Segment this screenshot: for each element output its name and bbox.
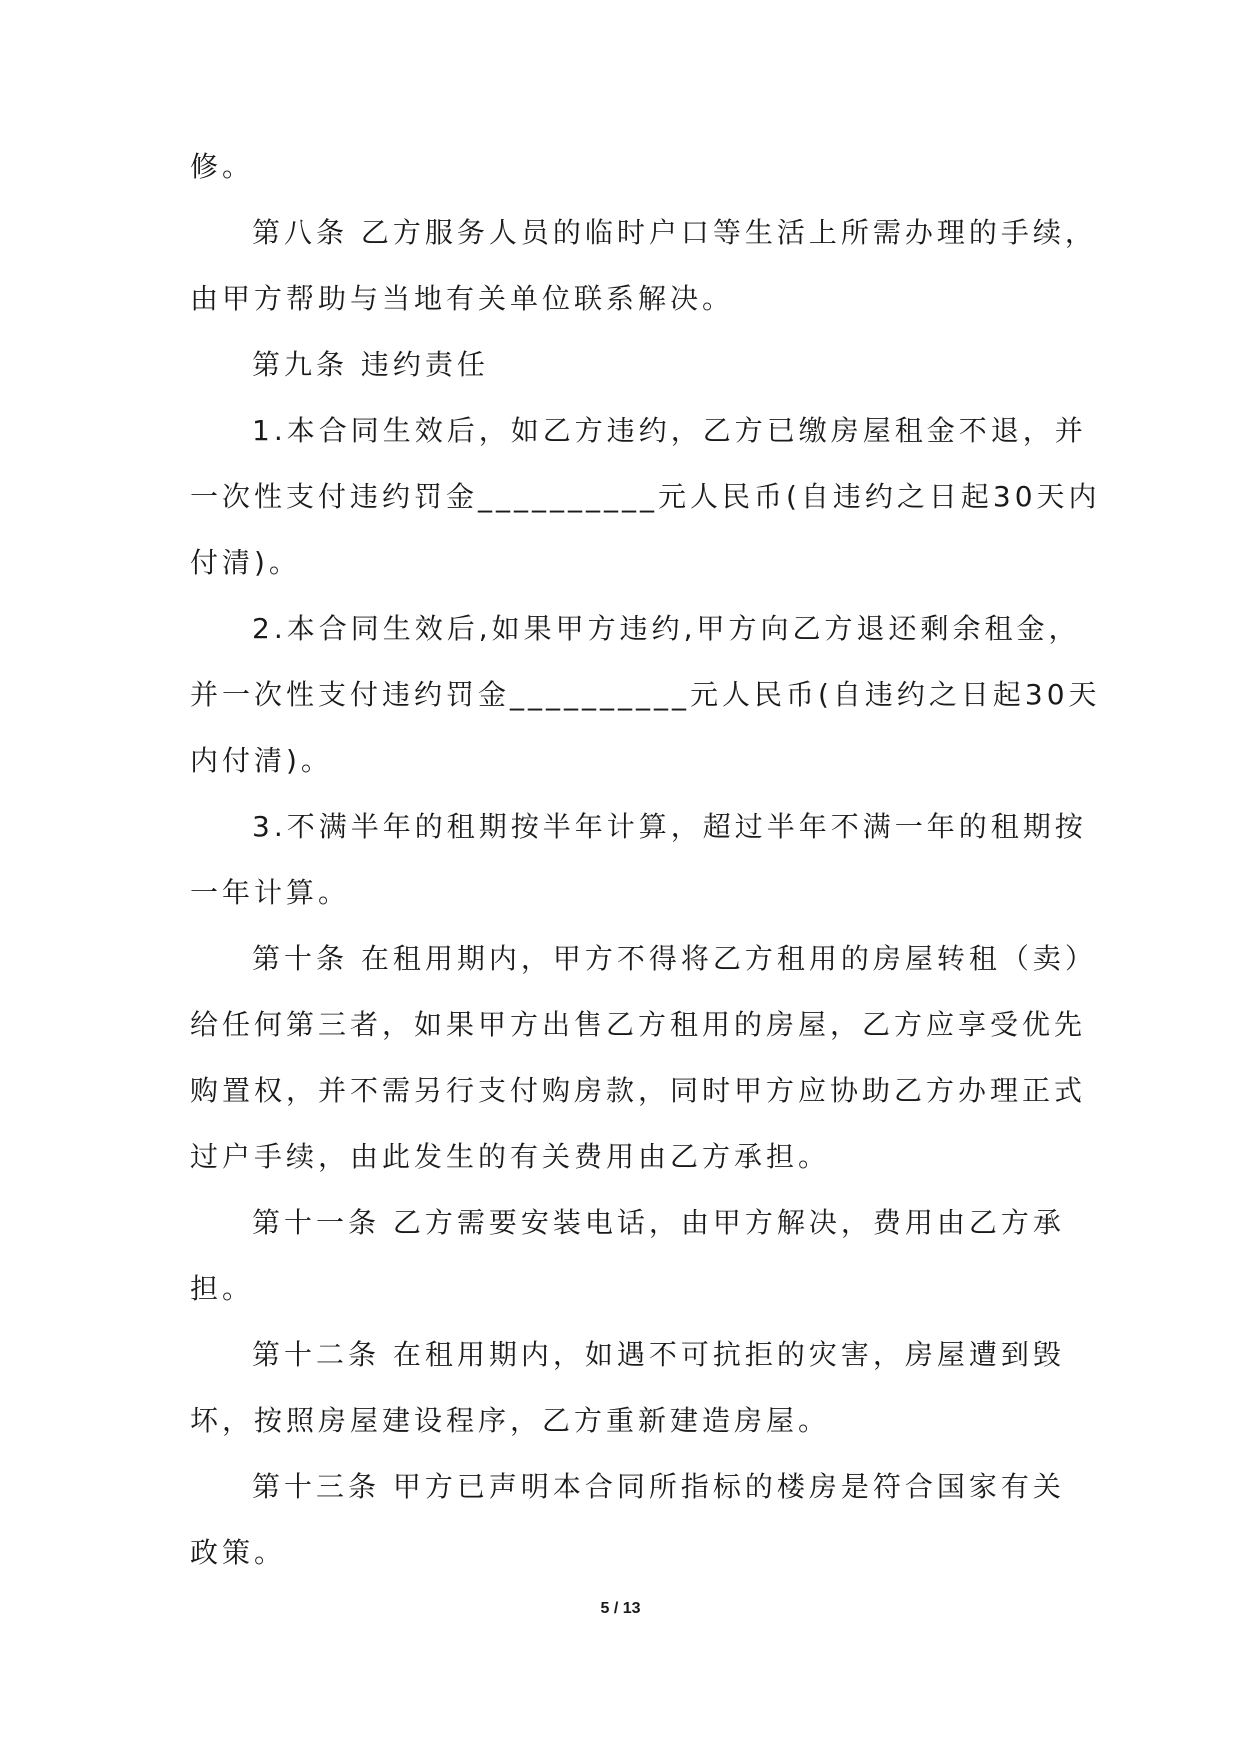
paragraph-line: 第十二条 在租用期内，如遇不可抗拒的灾害，房屋遭到毁 [252,1338,1065,1371]
paragraph-line: 第八条 乙方服务人员的临时户口等生活上所需办理的手续， [252,216,1097,249]
paragraph-line: 政策。 [190,1536,287,1569]
section-heading: 第九条 违约责任 [252,348,489,381]
paragraph-line: 由甲方帮助与当地有关单位联系解决。 [190,282,735,315]
paragraph-line: 2.本合同生效后,如果甲方违约,甲方向乙方退还剩余租金， [252,612,1081,645]
paragraph-line: 并一次性支付违约罚金__________元人民币(自违约之日起30天 [190,678,1101,711]
paragraph-line: 给任何第三者，如果甲方出售乙方租用的房屋，乙方应享受优先 [190,1008,1087,1041]
paragraph-line: 坏，按照房屋建设程序，乙方重新建造房屋。 [190,1404,831,1437]
document-body [190,150,1101,1602]
paragraph-line: 内付清)。 [190,744,333,777]
paragraph-line: 第十一条 乙方需要安装电话，由甲方解决，费用由乙方承 [252,1206,1065,1239]
page-number: 5 / 13 [600,1600,641,1617]
paragraph-line: 担。 [190,1272,255,1305]
paragraph-line: 一年计算。 [190,876,351,909]
paragraph-line: 第十三条 甲方已声明本合同所指标的楼房是符合国家有关 [252,1470,1065,1503]
paragraph-line: 一次性支付违约罚金__________元人民币(自违约之日起30天内 [190,480,1101,513]
paragraph-line: 1.本合同生效后，如乙方违约，乙方已缴房屋租金不退，并 [252,414,1087,447]
paragraph-line: 购置权，并不需另行支付购房款，同时甲方应协助乙方办理正式 [190,1074,1087,1107]
paragraph-line: 修。 [190,150,255,183]
paragraph-line: 过户手续，由此发生的有关费用由乙方承担。 [190,1140,831,1173]
paragraph-line: 付清)。 [190,546,301,579]
paragraph-line: 第十条 在租用期内，甲方不得将乙方租用的房屋转租（卖） [252,942,1097,975]
paragraph-line: 3.不满半年的租期按半年计算，超过半年不满一年的租期按 [252,810,1087,843]
